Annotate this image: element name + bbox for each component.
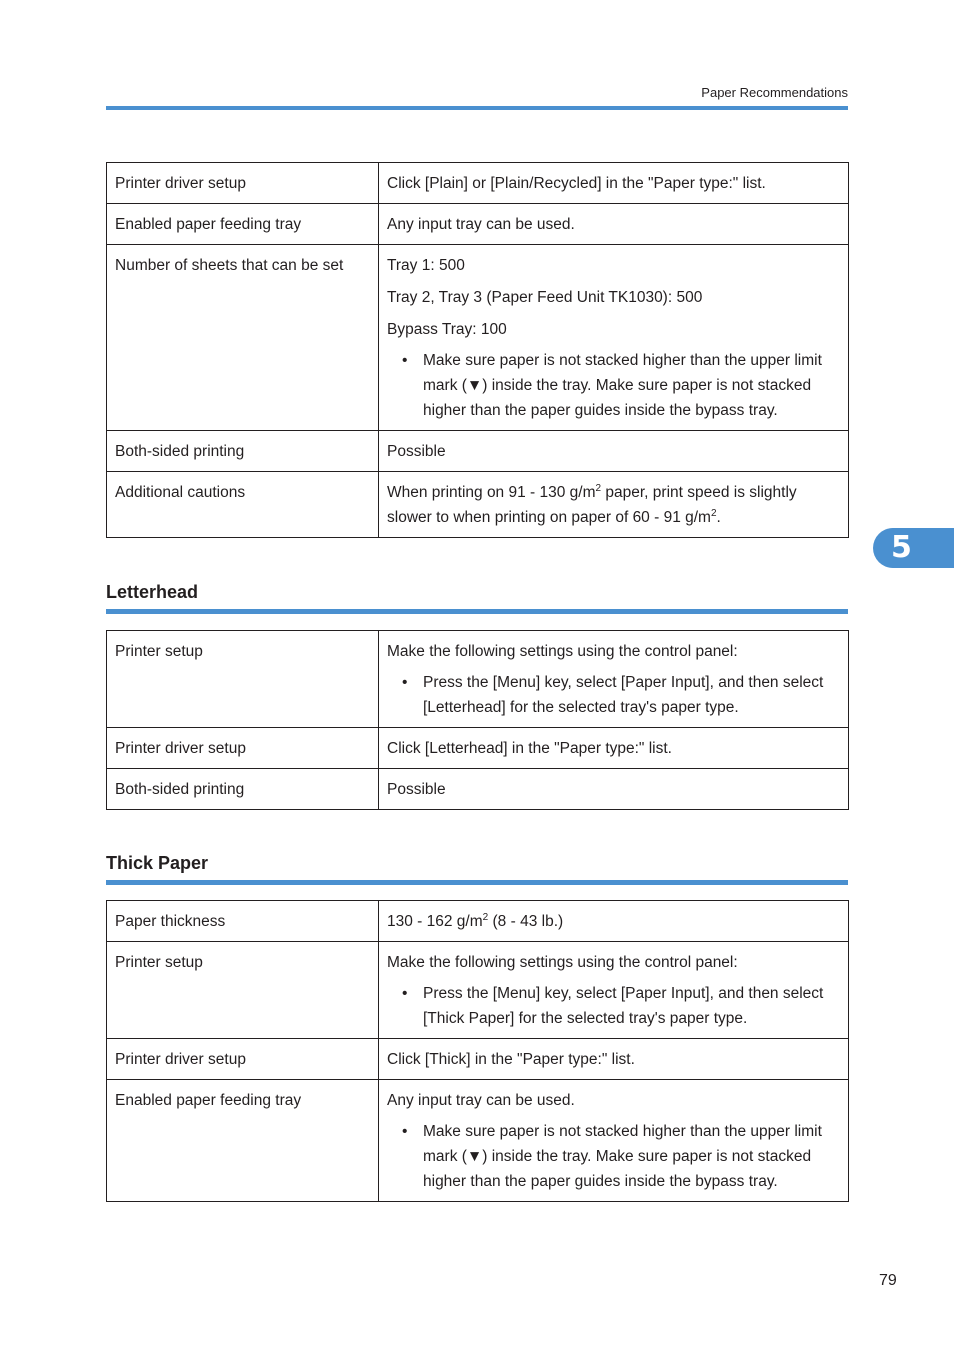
row-value: Click [Letterhead] in the "Paper type:" list. bbox=[379, 728, 849, 769]
row-label: Enabled paper feeding tray bbox=[107, 204, 379, 245]
chapter-tab bbox=[873, 528, 954, 568]
thick-paper-spec-table bbox=[106, 900, 849, 1202]
row-label: Printer driver setup bbox=[107, 728, 379, 769]
limit-mark-icon: ▼ bbox=[466, 1148, 483, 1165]
row-label: Additional cautions bbox=[107, 472, 379, 538]
list-item: • Make sure paper is not stacked higher than the upper limit mark (▼) inside the tray. Make sure paper is not stacked higher than the paper guides inside the bypass tray. bbox=[423, 348, 840, 423]
row-label: Both-sided printing bbox=[107, 431, 379, 472]
bullet-list bbox=[387, 1119, 840, 1194]
running-header-title: Paper Recommendations bbox=[701, 85, 848, 100]
bypass-tray-capacity: Bypass Tray: 100 bbox=[387, 321, 507, 338]
table-row bbox=[107, 163, 849, 204]
table-row bbox=[107, 901, 849, 942]
chapter-number: 5 bbox=[891, 530, 912, 565]
limit-mark-icon: ▼ bbox=[466, 377, 483, 394]
row-value: Click [Plain] or [Plain/Recycled] in the "Paper type:" list. bbox=[379, 163, 849, 204]
table-row bbox=[107, 472, 849, 538]
table-row bbox=[107, 942, 849, 1039]
table-row bbox=[107, 431, 849, 472]
row-label: Printer setup bbox=[107, 631, 379, 728]
bullet-list bbox=[387, 981, 840, 1031]
section-title-letterhead: Letterhead bbox=[106, 582, 199, 602]
table-row bbox=[107, 769, 849, 810]
page-number: 79 bbox=[879, 1272, 897, 1289]
row-label: Paper thickness bbox=[107, 901, 379, 942]
row-value: Possible bbox=[379, 431, 849, 472]
table-row bbox=[107, 631, 849, 728]
table-row bbox=[107, 245, 849, 431]
row-label: Printer setup bbox=[107, 942, 379, 1039]
bullet-list bbox=[387, 670, 840, 720]
tray-1-capacity: Tray 1: 500 bbox=[387, 257, 465, 274]
table-row bbox=[107, 1039, 849, 1080]
section-title-thick-paper: Thick Paper bbox=[106, 853, 209, 873]
row-value bbox=[379, 245, 849, 431]
section-rule bbox=[106, 609, 848, 614]
row-value: When printing on 91 - 130 $g/m^2$ paper, print speed is slightly slower to when printing on paper of 60 - 91 $g/m^2$. bbox=[379, 472, 849, 538]
row-value: Make the following settings using the control panel: • Press the [Menu] key, select [Paper Input], and then select [Thick Paper] for the selected tray's paper type. bbox=[379, 942, 849, 1039]
plain-paper-spec-table bbox=[106, 162, 849, 538]
table-row bbox=[107, 1080, 849, 1202]
tray-2-3-capacity: Tray 2, Tray 3 (Paper Feed Unit TK1030): 500 bbox=[387, 289, 703, 306]
bullet-list bbox=[387, 348, 840, 423]
list-item: • Make sure paper is not stacked higher than the upper limit mark (▼) inside the tray. Make sure paper is not stacked higher than the paper guides inside the bypass tray. bbox=[423, 1119, 840, 1194]
list-item: • Press the [Menu] key, select [Paper Input], and then select [Thick Paper] for the selected tray's paper type. bbox=[423, 981, 840, 1031]
letterhead-spec-table bbox=[106, 630, 849, 810]
table-row bbox=[107, 728, 849, 769]
row-label: Number of sheets that can be set bbox=[107, 245, 379, 431]
section-rule bbox=[106, 880, 848, 885]
row-value: Any input tray can be used. bbox=[379, 204, 849, 245]
row-label: Enabled paper feeding tray bbox=[107, 1080, 379, 1202]
row-label: Printer driver setup bbox=[107, 1039, 379, 1080]
row-value: Make the following settings using the control panel: • Press the [Menu] key, select [Paper Input], and then select [Letterhead] for the selected tray's paper type. bbox=[379, 631, 849, 728]
row-value: Possible bbox=[379, 769, 849, 810]
row-label: Both-sided printing bbox=[107, 769, 379, 810]
header-rule bbox=[106, 106, 848, 110]
row-value: 130 - 162 $g/m^2$ (8 - 43 lb.) bbox=[379, 901, 849, 942]
table-row bbox=[107, 204, 849, 245]
list-item: • Press the [Menu] key, select [Paper Input], and then select [Letterhead] for the selected tray's paper type. bbox=[423, 670, 840, 720]
row-label: Printer driver setup bbox=[107, 163, 379, 204]
row-value: Click [Thick] in the "Paper type:" list. bbox=[379, 1039, 849, 1080]
row-value: Any input tray can be used. • Make sure paper is not stacked higher than the upper limit mark (▼) inside the tray. Make sure paper is not stacked higher than the paper guides inside the bypass tray. bbox=[379, 1080, 849, 1202]
